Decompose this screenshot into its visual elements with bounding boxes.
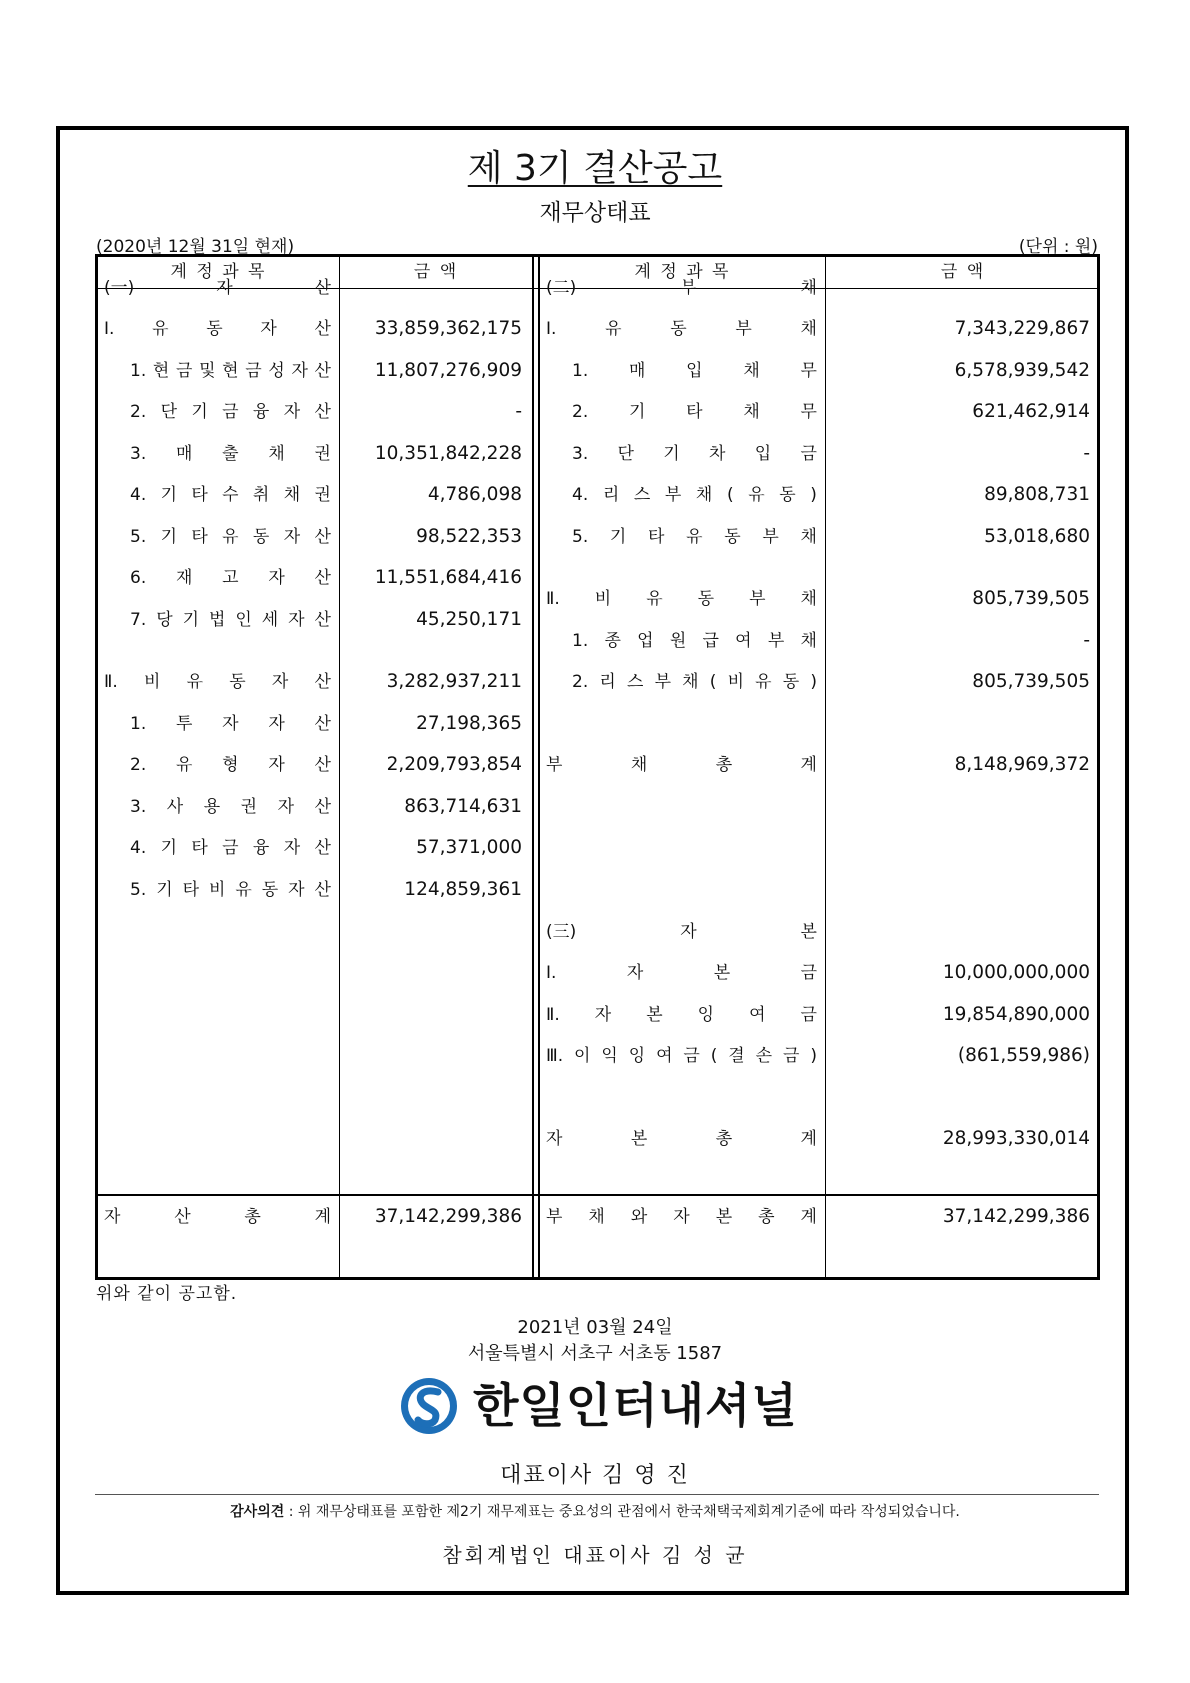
label-char: 기 xyxy=(156,880,173,900)
label-char: 금 xyxy=(245,361,262,381)
liability-equity-amount: - xyxy=(1083,443,1090,464)
label-char: 용 xyxy=(203,797,221,817)
label-char: 리 xyxy=(602,485,620,505)
label-char: (一) xyxy=(104,278,135,298)
label-char: 부 xyxy=(654,672,672,692)
label-char: 채 xyxy=(800,527,817,547)
label-char: 재 xyxy=(175,568,193,588)
label-char: 채 xyxy=(682,672,699,692)
total-liabilities-equity-amount: 37,142,299,386 xyxy=(942,1206,1090,1227)
label-char: 유 xyxy=(152,319,169,339)
label-char: 채 xyxy=(743,361,760,381)
asset-account-label xyxy=(104,309,331,349)
label-char: 타 xyxy=(191,838,208,858)
label-char: Ⅱ. xyxy=(546,1005,560,1025)
label-char: 사 xyxy=(166,797,184,817)
label-char: 1. xyxy=(130,361,147,381)
label-char: 금 xyxy=(800,444,817,464)
liability-equity-account-label xyxy=(546,745,817,785)
liability-equity-amount: - xyxy=(1083,630,1090,651)
label-char: 자 xyxy=(594,1005,612,1025)
label-char: 2. xyxy=(572,402,589,422)
liability-equity-account-label xyxy=(546,1119,817,1159)
label-char: 자 xyxy=(268,568,285,588)
label-char: 금 xyxy=(222,838,239,858)
asset-amount: 11,807,276,909 xyxy=(374,360,522,381)
label-char: 1. xyxy=(572,361,589,381)
liability-equity-amount: 53,018,680 xyxy=(984,526,1090,547)
label-char: 금 xyxy=(683,1046,700,1066)
label-char: 비 xyxy=(208,880,226,900)
label-char: 투 xyxy=(175,714,193,734)
company-address: 서울특별시 서초구 서초동 1587 xyxy=(467,1343,723,1364)
label-char: 형 xyxy=(222,755,239,775)
liability-equity-account-label xyxy=(546,579,817,619)
label-char: ( xyxy=(709,672,717,692)
label-char: 자 xyxy=(288,880,305,900)
label-char: 권 xyxy=(314,485,331,505)
label-char: ) xyxy=(810,1046,817,1066)
label-char: 와 xyxy=(630,1207,648,1227)
label-char: 유 xyxy=(235,880,252,900)
liability-equity-account-label xyxy=(546,268,817,308)
asset-amount: 4,786,098 xyxy=(427,484,522,505)
label-char: 기 xyxy=(160,485,178,505)
label-char: 자 xyxy=(283,402,301,422)
label-char: 채 xyxy=(695,485,713,505)
asset-amount: - xyxy=(515,401,522,422)
label-char: 동 xyxy=(670,319,687,339)
liability-equity-account-label xyxy=(572,351,817,391)
label-char: 산 xyxy=(314,610,331,630)
label-char: 3. xyxy=(130,797,147,817)
label-char: 계 xyxy=(800,1207,817,1227)
label-char: 2. xyxy=(130,755,147,775)
label-char: Ⅱ. xyxy=(104,672,118,692)
logo-wordmark: 한일인터내셔널 xyxy=(473,1379,798,1434)
label-char: 유 xyxy=(186,672,204,692)
label-char: 유 xyxy=(605,319,622,339)
label-char: 5. xyxy=(130,527,147,547)
label-char: 기 xyxy=(160,838,178,858)
asset-account-label xyxy=(130,870,331,910)
label-char: 본 xyxy=(713,963,731,983)
label-char: (三) xyxy=(546,922,577,942)
asset-amount: 863,714,631 xyxy=(404,796,522,817)
label-char: 금 xyxy=(175,361,193,381)
label-char: 세 xyxy=(261,610,279,630)
audit-label: 감사의견 xyxy=(230,1504,285,1520)
label-char: 융 xyxy=(252,838,270,858)
label-char: 매 xyxy=(628,361,646,381)
label-char: ( xyxy=(726,485,734,505)
label-char: 본 xyxy=(646,1005,663,1025)
label-char: 채 xyxy=(630,755,648,775)
label-char: 자 xyxy=(271,672,289,692)
asset-account-label xyxy=(130,475,331,515)
label-char: 본 xyxy=(630,1129,648,1149)
label-char: 무 xyxy=(800,361,817,381)
label-char: 산 xyxy=(314,880,331,900)
header-amount-left: 금 액 xyxy=(413,262,459,282)
label-char: 취 xyxy=(252,485,270,505)
label-char: 총 xyxy=(715,1129,733,1149)
asset-amount: 124,859,361 xyxy=(404,879,522,900)
label-char: 자 xyxy=(216,278,233,298)
label-char: 잉 xyxy=(628,1046,646,1066)
label-char: 자 xyxy=(277,797,295,817)
label-char: 산 xyxy=(314,278,331,298)
label-char: ( xyxy=(710,1046,718,1066)
total-assets-amount: 37,142,299,386 xyxy=(374,1206,522,1227)
balance-sheet-table xyxy=(95,254,1100,1280)
label-char: 무 xyxy=(800,402,817,422)
label-char: 동 xyxy=(779,485,796,505)
label-char: 채 xyxy=(800,589,817,609)
label-char: 부 xyxy=(735,319,752,339)
label-char: (二) xyxy=(546,278,577,298)
company-logo xyxy=(399,1375,809,1441)
label-char: 부 xyxy=(546,755,563,775)
label-char: 차 xyxy=(709,444,726,464)
label-char: 채 xyxy=(800,319,817,339)
label-char: 자 xyxy=(291,361,308,381)
page-title: 제 3기 결산공고 xyxy=(467,148,723,189)
label-char: 동 xyxy=(724,527,741,547)
label-char: 산 xyxy=(314,797,331,817)
liability-equity-amount: (861,559,986) xyxy=(957,1045,1090,1066)
label-char: 권 xyxy=(240,797,258,817)
label-char: 금 xyxy=(800,1005,817,1025)
label-char: 자 xyxy=(222,714,239,734)
divider xyxy=(95,1494,1099,1495)
label-char: 산 xyxy=(314,361,331,381)
announcement-date: 2021년 03월 24일 xyxy=(517,1317,673,1338)
label-char: 6. xyxy=(130,568,147,588)
label-char: 채 xyxy=(283,485,301,505)
label-char: 금 xyxy=(782,1046,800,1066)
label-char: 비 xyxy=(143,672,161,692)
label-char: 자 xyxy=(268,714,285,734)
label-char: 비 xyxy=(594,589,612,609)
asset-amount: 3,282,937,211 xyxy=(386,671,522,692)
liability-equity-amount: 805,739,505 xyxy=(972,671,1090,692)
label-char: 타 xyxy=(686,402,703,422)
label-char: 4. xyxy=(130,485,147,505)
label-char: 리 xyxy=(599,672,616,692)
label-char: 여 xyxy=(656,1046,673,1066)
label-char: 유 xyxy=(646,589,663,609)
label-char: 부 xyxy=(546,1207,563,1227)
label-char: 3. xyxy=(572,444,589,464)
label-char: 권 xyxy=(314,444,331,464)
label-char: 고 xyxy=(222,568,239,588)
label-char: 산 xyxy=(314,672,331,692)
label-char: 3. xyxy=(130,444,147,464)
label-char: 1. xyxy=(572,631,589,651)
col-divider xyxy=(532,257,534,1277)
liability-equity-account-label xyxy=(572,621,817,661)
label-char: 채 xyxy=(743,402,760,422)
asset-amount: 27,198,365 xyxy=(416,713,522,734)
label-char: Ⅰ. xyxy=(546,963,557,983)
label-char: 타 xyxy=(648,527,665,547)
label-char: Ⅲ. xyxy=(546,1046,564,1066)
label-char: 부 xyxy=(749,589,766,609)
liability-equity-account-label xyxy=(546,309,817,349)
label-char: 자 xyxy=(283,527,301,547)
liability-equity-account-label xyxy=(572,475,817,515)
label-char: 입 xyxy=(754,444,772,464)
liability-equity-amount: 805,739,505 xyxy=(972,588,1090,609)
label-char: 당 xyxy=(156,610,173,630)
label-char: 산 xyxy=(314,714,331,734)
liability-equity-account-label xyxy=(572,434,817,474)
liability-equity-amount: 8,148,969,372 xyxy=(954,754,1090,775)
label-char: 결 xyxy=(728,1046,745,1066)
label-char: 스 xyxy=(633,485,651,505)
liability-equity-account-label xyxy=(546,912,817,952)
asset-amount: 33,859,362,175 xyxy=(374,318,522,339)
asset-amount: 98,522,353 xyxy=(416,526,522,547)
label-char: 유 xyxy=(748,485,765,505)
label-char: 동 xyxy=(206,319,223,339)
label-char: 채 xyxy=(800,278,817,298)
label-char: 산 xyxy=(314,755,331,775)
liability-equity-account-label xyxy=(572,662,817,702)
liability-equity-amount: 89,808,731 xyxy=(984,484,1090,505)
asset-account-label xyxy=(130,828,331,868)
label-char: 현 xyxy=(152,361,170,381)
label-char: 손 xyxy=(755,1046,773,1066)
label-char: 5. xyxy=(130,880,147,900)
unit-label: (단위 : 원) xyxy=(1018,237,1098,257)
label-char: 유 xyxy=(686,527,703,547)
label-char: 금 xyxy=(800,963,817,983)
liability-equity-account-label xyxy=(546,953,817,993)
asset-amount: 57,371,000 xyxy=(416,837,522,858)
label-char: 자 xyxy=(260,319,277,339)
asset-account-label xyxy=(130,434,331,474)
label-char: 여 xyxy=(735,631,752,651)
liability-equity-account-label xyxy=(546,1036,817,1076)
label-char: 자 xyxy=(626,963,644,983)
asset-amount: 45,250,171 xyxy=(416,609,522,630)
total-assets-label xyxy=(104,1197,331,1237)
label-char: ) xyxy=(810,672,817,692)
label-char: 총 xyxy=(715,755,733,775)
label-char: 이 xyxy=(574,1046,591,1066)
label-char: 타 xyxy=(191,485,208,505)
label-char: 1. xyxy=(130,714,147,734)
label-char: 잉 xyxy=(697,1005,715,1025)
label-char: 4. xyxy=(572,485,589,505)
label-char: 융 xyxy=(252,402,270,422)
label-char: 인 xyxy=(235,610,252,630)
label-char: 계 xyxy=(800,755,817,775)
label-char: 본 xyxy=(715,1207,733,1227)
label-char: 채 xyxy=(800,631,817,651)
notice-statement: 위와 같이 공고함. xyxy=(96,1284,238,1304)
label-char: 수 xyxy=(222,485,239,505)
label-char: 법 xyxy=(208,610,226,630)
asset-account-label xyxy=(130,558,331,598)
label-char: 기 xyxy=(182,610,200,630)
asset-account-label xyxy=(130,745,331,785)
label-char: 익 xyxy=(601,1046,618,1066)
liability-equity-account-label xyxy=(546,995,817,1035)
asset-account-label xyxy=(130,392,331,432)
label-char: 자 xyxy=(546,1129,563,1149)
label-char: 금 xyxy=(222,402,239,422)
asset-account-label xyxy=(130,351,331,391)
label-char: 부 xyxy=(762,527,779,547)
label-char: 업 xyxy=(637,631,654,651)
header-account-right: 계 정 과 목 xyxy=(634,262,731,282)
label-char: 출 xyxy=(222,444,239,464)
liability-equity-amount: 6,578,939,542 xyxy=(954,360,1090,381)
header-amount-right: 금 액 xyxy=(940,262,986,282)
label-char: 채 xyxy=(588,1207,605,1227)
label-char: 유 xyxy=(222,527,239,547)
label-char: 산 xyxy=(314,568,331,588)
label-char: 총 xyxy=(244,1207,261,1227)
total-rule xyxy=(98,1194,1097,1196)
label-char: 5. xyxy=(572,527,589,547)
label-char: 동 xyxy=(252,527,270,547)
label-char: 동 xyxy=(229,672,246,692)
label-char: 채 xyxy=(268,444,285,464)
asset-amount: 11,551,684,416 xyxy=(374,567,522,588)
label-char: 원 xyxy=(669,631,687,651)
asset-account-label xyxy=(130,600,331,640)
label-char: 총 xyxy=(758,1207,775,1227)
header-account-left: 계 정 과 목 xyxy=(170,262,267,282)
ceo-name: 대표이사 김 영 진 xyxy=(500,1463,690,1488)
label-char: 매 xyxy=(175,444,193,464)
asset-amount: 10,351,842,228 xyxy=(374,443,522,464)
asset-account-label xyxy=(130,517,331,557)
liability-equity-amount: 7,343,229,867 xyxy=(954,318,1090,339)
label-char: 부 xyxy=(767,631,785,651)
label-char: 및 xyxy=(199,361,216,381)
label-char: 7. xyxy=(130,610,147,630)
label-char: 부 xyxy=(664,485,682,505)
label-char: 현 xyxy=(222,361,239,381)
label-char: 기 xyxy=(160,527,178,547)
label-char: 4. xyxy=(130,838,147,858)
label-char: 기 xyxy=(663,444,680,464)
label-char: 유 xyxy=(755,672,772,692)
label-char: 부 xyxy=(680,278,697,298)
logo-emblem-icon xyxy=(399,1376,459,1436)
label-char: 동 xyxy=(697,589,715,609)
label-char: 2. xyxy=(572,672,589,692)
audit-opinion xyxy=(0,1501,1190,1521)
label-char: 자 xyxy=(680,922,697,942)
label-char: 단 xyxy=(617,444,634,464)
liability-equity-account-label xyxy=(572,517,817,557)
label-char: 단 xyxy=(160,402,178,422)
label-char: 비 xyxy=(727,672,744,692)
label-char: Ⅰ. xyxy=(104,319,115,339)
label-char: Ⅰ. xyxy=(546,319,557,339)
col-divider xyxy=(538,257,540,1277)
label-char: 자 xyxy=(104,1207,121,1227)
date-basis: (2020년 12월 31일 현재) xyxy=(96,237,295,257)
liability-equity-amount: 621,462,914 xyxy=(972,401,1090,422)
label-char: 산 xyxy=(314,319,331,339)
label-char: 기 xyxy=(628,402,646,422)
label-char: 기 xyxy=(609,527,627,547)
label-char: 유 xyxy=(175,755,193,775)
asset-account-label xyxy=(104,268,331,308)
label-char: 타 xyxy=(191,527,208,547)
label-char: 여 xyxy=(749,1005,766,1025)
label-char: 입 xyxy=(686,361,703,381)
label-char: ) xyxy=(810,485,817,505)
label-char: Ⅱ. xyxy=(546,589,560,609)
label-char: 산 xyxy=(314,527,331,547)
label-char: 2. xyxy=(130,402,147,422)
label-char: 계 xyxy=(314,1207,331,1227)
liability-equity-amount: 28,993,330,014 xyxy=(942,1128,1090,1149)
label-char: 급 xyxy=(702,631,719,651)
label-char: 자 xyxy=(283,838,301,858)
label-char: 종 xyxy=(604,631,621,651)
label-char: 동 xyxy=(261,880,279,900)
asset-account-label xyxy=(130,704,331,744)
label-char: 자 xyxy=(288,610,305,630)
audit-text: : 위 재무상태표를 포함한 제2기 재무제표는 중요성의 관점에서 한국채택국제회계기준에 따라 작성되었습니다. xyxy=(284,1504,960,1520)
label-char: 자 xyxy=(268,755,285,775)
label-char: 산 xyxy=(314,838,331,858)
asset-account-label xyxy=(130,787,331,827)
label-char: 본 xyxy=(800,922,817,942)
liability-equity-amount: 19,854,890,000 xyxy=(942,1004,1090,1025)
liability-equity-account-label xyxy=(572,392,817,432)
label-char: 동 xyxy=(782,672,800,692)
liability-equity-amount: 10,000,000,000 xyxy=(942,962,1090,983)
label-char: 스 xyxy=(626,672,644,692)
total-liabilities-equity-label xyxy=(546,1197,817,1237)
page-subtitle: 재무상태표 xyxy=(539,200,651,226)
asset-amount: 2,209,793,854 xyxy=(386,754,522,775)
label-char: 자 xyxy=(673,1207,690,1227)
asset-account-label xyxy=(104,662,331,702)
auditor-name: 참회계법인 대표이사 김 성 균 xyxy=(442,1543,748,1567)
label-char: 성 xyxy=(268,361,285,381)
label-char: 산 xyxy=(314,402,331,422)
label-char: 산 xyxy=(174,1207,191,1227)
label-char: 기 xyxy=(191,402,208,422)
label-char: 계 xyxy=(800,1129,817,1149)
label-char: 타 xyxy=(182,880,200,900)
